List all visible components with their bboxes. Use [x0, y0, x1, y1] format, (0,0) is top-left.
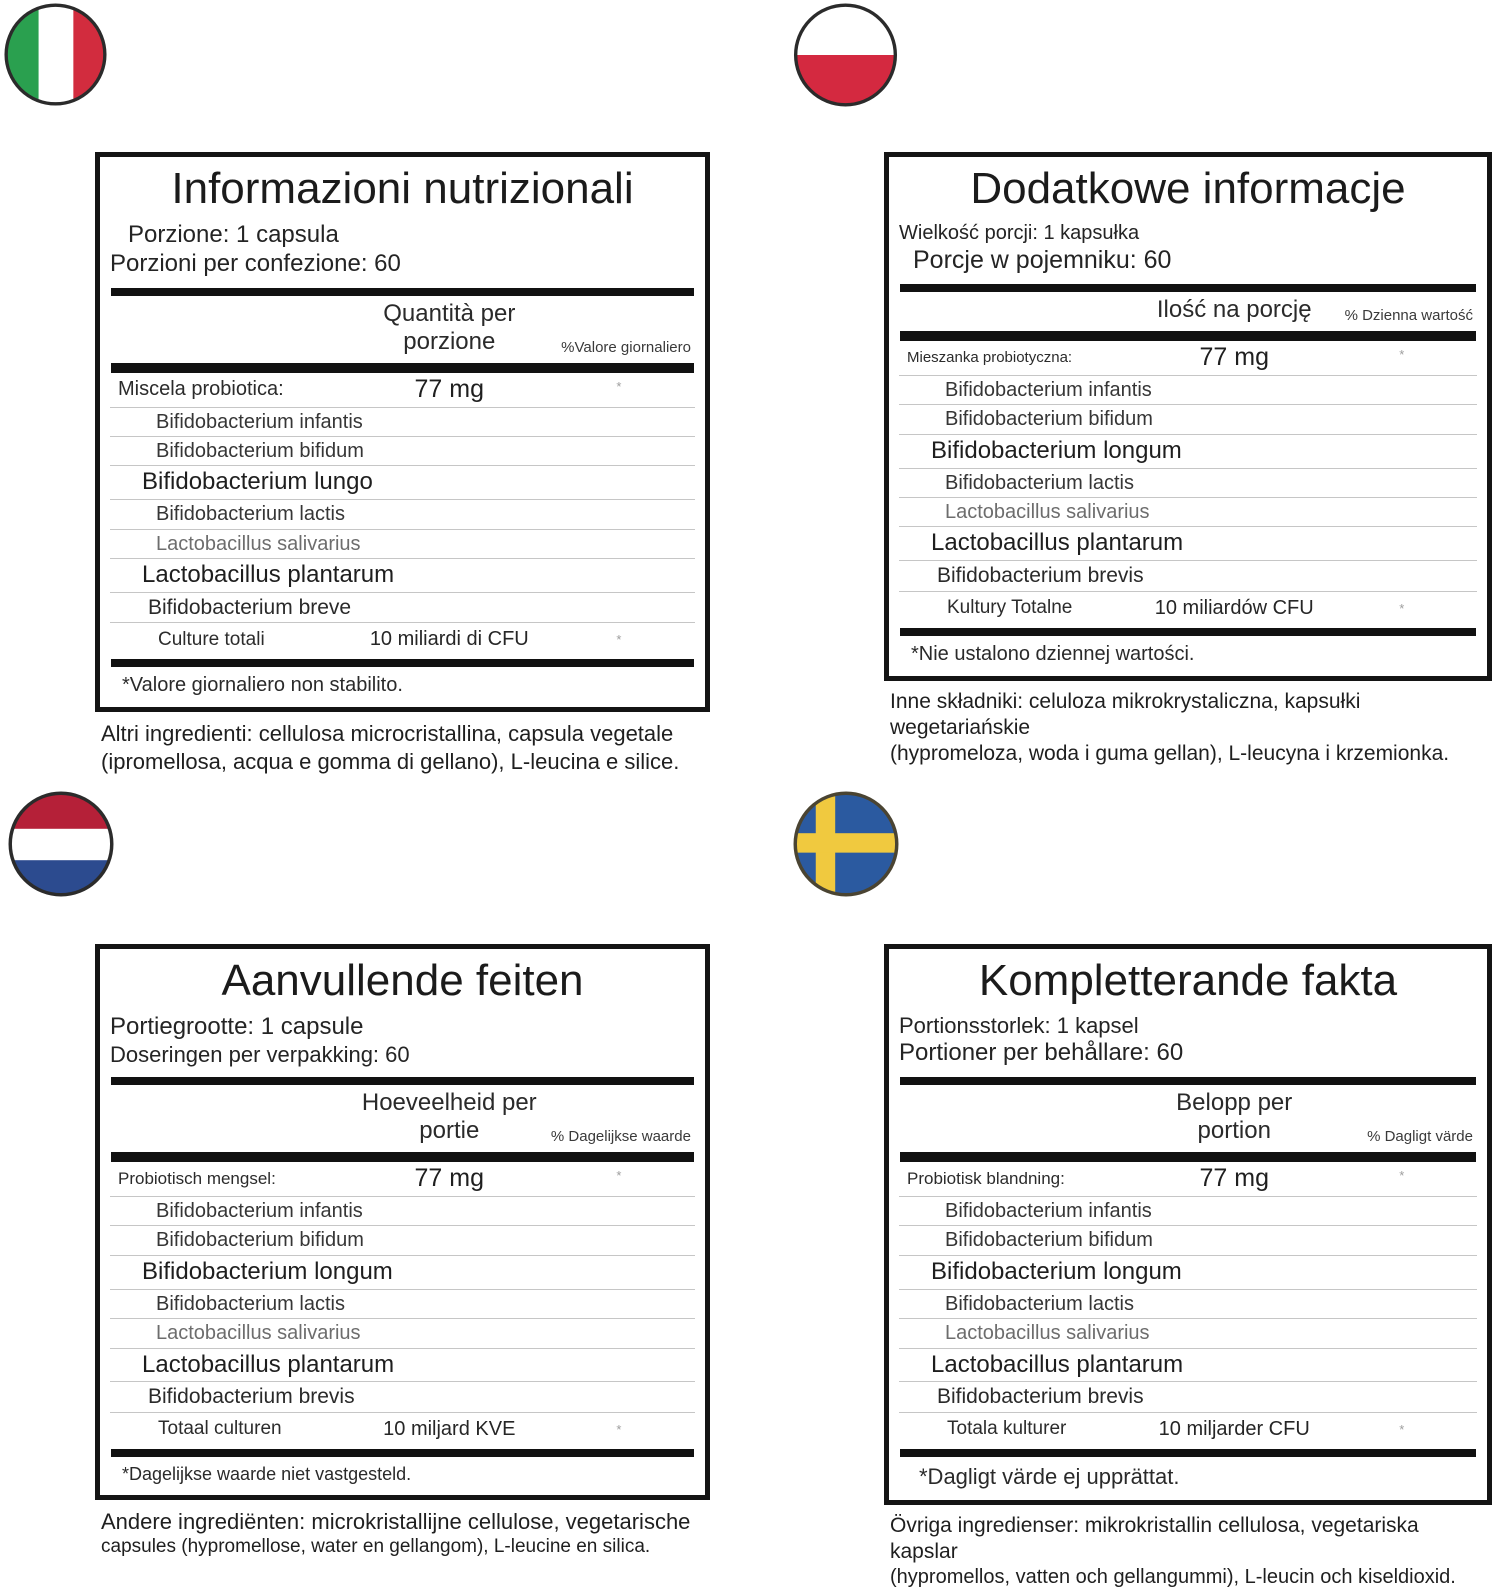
- species-row: Lactobacillus plantarum: [110, 1348, 695, 1382]
- panel-group-polish: [884, 152, 1492, 767]
- daily-value-header: % Dzienna wartość: [1344, 306, 1473, 324]
- daily-value-footnote: *Dagligt värde ej upprättat.: [919, 1463, 1180, 1489]
- column-header-row: [110, 1085, 695, 1152]
- probiotic-blend-row: [899, 341, 1477, 375]
- species-row: Bifidobacterium lactis: [110, 499, 695, 528]
- divider-bar: [111, 363, 694, 373]
- ingredients-line: capsules (hypromellose, water en gellangom), L-leucine en silica.: [101, 1536, 651, 1558]
- ingredients-line: Altri ingredienti: cellulosa microcristallina, capsula vegetale: [101, 721, 674, 747]
- serving-size-line: Portionsstorlek: 1 kapsel: [899, 1012, 1139, 1038]
- nutrition-panel-italian: [95, 152, 710, 712]
- ingredients-line: Inne składniki: celuloza mikrokrystaliczna, kapsułki wegetariańskie: [890, 689, 1361, 739]
- species-row: Bifidobacterium brevis: [899, 1381, 1477, 1412]
- species-row: Bifidobacterium longum: [899, 1255, 1477, 1289]
- probiotic-blend-row: [110, 1162, 695, 1196]
- panel-title: Dodatkowe informacje: [970, 164, 1406, 213]
- daily-value-header: % Dagelijkse waarde: [550, 1128, 691, 1146]
- species-row: Bifidobacterium bifidum: [110, 1225, 695, 1254]
- column-header-row: [899, 292, 1477, 331]
- blend-amount: 77 mg: [1199, 1164, 1269, 1193]
- total-cultures-row: [899, 1412, 1477, 1447]
- servings-per-container-line: Doseringen per verpakking: 60: [110, 1041, 410, 1067]
- ingredients-line: (hypromellos, vatten och gellangummi), L-leucin och kiseldioxid.: [890, 1566, 1456, 1589]
- daily-value-asterisk: *: [616, 632, 622, 648]
- ingredients-line: (ipromellosa, acqua e gomma di gellano), L-leucina e silice.: [101, 748, 680, 774]
- ingredients-line: Andere ingrediënten: microkristallijne cellulose, vegetarische: [101, 1508, 691, 1534]
- amount-per-serving-header: Ilość na porcję: [1156, 295, 1312, 323]
- species-row: Bifidobacterium brevis: [110, 1381, 695, 1412]
- daily-value-asterisk: *: [616, 378, 622, 394]
- total-cultures-label: Kultury Totalne: [947, 597, 1073, 619]
- species-row: Bifidobacterium infantis: [899, 1196, 1477, 1225]
- panel-group-italian: [95, 152, 710, 775]
- daily-value-asterisk: *: [1399, 600, 1405, 616]
- panel-title: Kompletterande fakta: [978, 956, 1398, 1005]
- species-row: Bifidobacterium bifidum: [110, 436, 695, 465]
- total-cultures-row: [110, 1412, 695, 1447]
- species-row: Lactobacillus salivarius: [899, 497, 1477, 526]
- column-header-row: [899, 1085, 1477, 1152]
- amount-per-serving-header: Quantità per porzione: [383, 299, 516, 355]
- species-row: Bifidobacterium longum: [110, 1255, 695, 1289]
- servings-per-container-line: Porcje w pojemniku: 60: [913, 245, 1172, 274]
- daily-value-asterisk: *: [616, 1168, 622, 1184]
- daily-value-asterisk: *: [1399, 346, 1405, 362]
- sweden-flag-icon: [792, 789, 900, 899]
- species-row: Bifidobacterium bifidum: [899, 1225, 1477, 1254]
- amount-per-serving-header: Belopp per portion: [1176, 1089, 1293, 1145]
- serving-size-line: Wielkość porcji: 1 kapsułka: [899, 221, 1140, 244]
- species-row: Lactobacillus plantarum: [899, 1348, 1477, 1382]
- ingredients-line: (hypromeloza, woda i guma gellan), L-leucyna i krzemionka.: [890, 742, 1450, 766]
- netherlands-flag-icon: [7, 789, 115, 899]
- divider-bar: [900, 628, 1476, 636]
- blend-label: Probiotisk blandning:: [907, 1168, 1065, 1188]
- daily-value-asterisk: *: [1399, 1168, 1405, 1184]
- divider-bar: [900, 331, 1476, 341]
- divider-bar: [111, 288, 694, 296]
- panel-group-dutch: [95, 944, 710, 1559]
- blend-label: Probiotisch mengsel:: [118, 1168, 276, 1188]
- species-row: Lactobacillus salivarius: [899, 1318, 1477, 1347]
- daily-value-footnote: *Nie ustalono dziennej wartości.: [911, 642, 1195, 665]
- divider-bar: [111, 659, 694, 667]
- total-cultures-label: Culture totali: [158, 628, 265, 650]
- total-cultures-value: 10 miljarder CFU: [1158, 1417, 1310, 1440]
- serving-size-line: Portiegrootte: 1 capsule: [110, 1012, 364, 1040]
- species-row: Lactobacillus plantarum: [899, 526, 1477, 560]
- blend-label: Miscela probiotica:: [118, 377, 284, 400]
- serving-size-line: Porzione: 1 capsula: [128, 220, 339, 248]
- species-row: Bifidobacterium infantis: [110, 407, 695, 436]
- total-cultures-value: 10 miliardów CFU: [1154, 596, 1314, 619]
- daily-value-asterisk: *: [1399, 1421, 1405, 1437]
- divider-bar: [111, 1449, 694, 1457]
- divider-bar: [111, 1077, 694, 1085]
- total-cultures-row: [110, 622, 695, 657]
- species-row: Bifidobacterium bifidum: [899, 404, 1477, 433]
- blend-label: Mieszanka probiotyczna:: [907, 348, 1073, 366]
- divider-bar: [900, 1152, 1476, 1162]
- other-ingredients-text: [95, 1508, 710, 1559]
- servings-per-container-line: Porzioni per confezione: 60: [110, 249, 401, 277]
- daily-value-header: % Dagligt värde: [1367, 1128, 1473, 1146]
- total-cultures-label: Totaal culturen: [158, 1418, 282, 1440]
- probiotic-blend-row: [899, 1162, 1477, 1196]
- panel-title: Aanvullende feiten: [221, 956, 584, 1005]
- other-ingredients-text: [884, 689, 1492, 768]
- probiotic-blend-row: [110, 373, 695, 407]
- nutrition-panel-polish: [884, 152, 1492, 681]
- ingredients-line: Övriga ingredienser: mikrokristallin cellulosa, vegetariska kapslar: [890, 1513, 1419, 1564]
- species-row: Bifidobacterium lungo: [110, 465, 695, 499]
- total-cultures-row: [899, 591, 1477, 626]
- amount-per-serving-header: Hoeveelheid per portie: [361, 1089, 537, 1145]
- daily-value-footnote: *Valore giornaliero non stabilito.: [122, 674, 403, 697]
- blend-amount: 77 mg: [414, 1164, 485, 1193]
- total-cultures-value: 10 miljard KVE: [383, 1417, 516, 1440]
- species-row: Lactobacillus salivarius: [110, 529, 695, 558]
- total-cultures-label: Totala kulturer: [947, 1418, 1067, 1440]
- servings-per-container-line: Portioner per behållare: 60: [899, 1039, 1184, 1067]
- species-row: Bifidobacterium infantis: [899, 375, 1477, 404]
- species-row: Bifidobacterium infantis: [110, 1196, 695, 1225]
- daily-value-asterisk: *: [616, 1421, 622, 1437]
- total-cultures-value: 10 miliardi di CFU: [369, 628, 529, 651]
- daily-value-footnote: *Dagelijkse waarde niet vastgesteld.: [122, 1463, 412, 1484]
- species-row: Lactobacillus plantarum: [110, 558, 695, 592]
- daily-value-header: %Valore giornaliero: [561, 338, 691, 356]
- nutrition-panel-swedish: [884, 944, 1492, 1505]
- poland-flag-icon: [792, 2, 899, 108]
- panel-title: Informazioni nutrizionali: [171, 164, 634, 213]
- divider-bar: [900, 1077, 1476, 1085]
- divider-bar: [900, 1449, 1476, 1457]
- blend-amount: 77 mg: [1199, 342, 1269, 371]
- other-ingredients-text: [884, 1513, 1492, 1590]
- nutrition-panel-dutch: [95, 944, 710, 1500]
- species-row: Bifidobacterium brevis: [899, 560, 1477, 591]
- species-row: Bifidobacterium longum: [899, 434, 1477, 468]
- species-row: Bifidobacterium lactis: [110, 1289, 695, 1318]
- column-header-row: [110, 296, 695, 363]
- species-row: Bifidobacterium lactis: [899, 468, 1477, 497]
- species-row: Bifidobacterium breve: [110, 592, 695, 623]
- divider-bar: [111, 1152, 694, 1162]
- other-ingredients-text: [95, 720, 710, 775]
- divider-bar: [900, 284, 1476, 292]
- panel-group-swedish: [884, 944, 1492, 1590]
- blend-amount: 77 mg: [414, 374, 485, 403]
- species-row: Lactobacillus salivarius: [110, 1318, 695, 1347]
- species-row: Bifidobacterium lactis: [899, 1289, 1477, 1318]
- italy-flag-icon: [3, 2, 108, 107]
